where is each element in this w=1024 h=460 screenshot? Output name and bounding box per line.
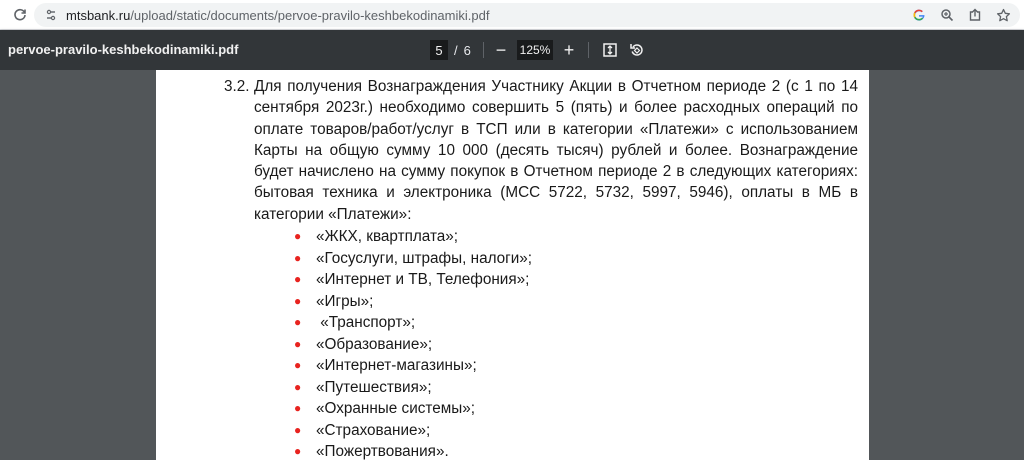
bullet-icon: ●	[294, 336, 302, 351]
browser-address-bar	[0, 0, 1024, 30]
list-item-text: «Госуслуги, штрафы, налоги»;	[316, 249, 533, 267]
zoom-out-button[interactable]	[491, 40, 511, 60]
list-item-text: «Игры»;	[316, 292, 374, 310]
share-icon[interactable]	[966, 6, 984, 24]
list-item	[292, 441, 860, 460]
list-item-text: «Транспорт»;	[316, 314, 416, 332]
url-field[interactable]	[34, 3, 1020, 27]
total-pages: 6	[463, 42, 471, 58]
list-item	[292, 334, 860, 356]
bullet-icon: ●	[294, 229, 302, 244]
pdf-title: pervoe-pravilo-keshbekodinamiki.pdf	[8, 42, 239, 57]
pdf-toolbar	[0, 30, 1024, 70]
list-item	[292, 377, 860, 399]
list-item	[292, 291, 860, 313]
clause-3-2	[224, 76, 860, 225]
bullet-icon: ●	[294, 379, 302, 394]
list-item-text: «Пожертвования».	[316, 443, 449, 460]
fit-to-page-button[interactable]	[600, 40, 620, 60]
toolbar-divider	[483, 42, 484, 58]
list-item	[292, 398, 860, 420]
bullet-icon: ●	[294, 444, 302, 459]
bullet-icon: ●	[294, 272, 302, 287]
zoom-level-input[interactable]: 125%	[517, 40, 553, 60]
list-item	[292, 269, 860, 291]
google-icon[interactable]	[910, 6, 928, 24]
list-item	[292, 226, 860, 248]
list-item	[292, 248, 860, 270]
bullet-icon: ●	[294, 401, 302, 416]
document-viewport[interactable]	[0, 70, 1024, 460]
bullet-icon: ●	[294, 250, 302, 265]
url-path: /upload/static/documents/pervoe-pravilo-keshbekodinamiki.pdf	[130, 7, 490, 23]
document-content	[224, 76, 860, 460]
list-item-text: «Интернет и ТВ, Телефония»;	[316, 271, 530, 289]
list-item-text: «Путешествия»;	[316, 378, 432, 396]
url-host: mtsbank.ru	[66, 7, 131, 23]
clause-text: Для получения Вознаграждения Участнику Акции в Отчетном периоде 2 (с 1 по 14 сентября 2023г.) необходимо совершить 5 (пять) и более расходных операций по оплате товаров/работ/услуг в ТСП или в категории «Платежи» с использованием Карты на общую сумму 10 000 (десять тысяч) рублей и более. Вознаграждение будет начислено на сумму покупок в Отчетном периоде 2 в следующих категориях: бытовая техника и электроника (МСС 5722, 5732, 5997, 5946), оплаты в МБ в категории «Платежи»:	[254, 78, 858, 223]
zoom-icon[interactable]	[938, 6, 956, 24]
list-item-text: «Образование»;	[316, 335, 433, 353]
page-separator: /	[454, 42, 458, 58]
bullet-icon: ●	[294, 315, 302, 330]
zoom-out-icon: −	[495, 39, 507, 60]
url-text	[66, 8, 489, 23]
url-actions	[910, 3, 1012, 27]
category-list	[292, 226, 860, 460]
toolbar-divider	[588, 42, 589, 58]
list-item	[292, 312, 860, 334]
list-item-text: «Страхование»;	[316, 421, 431, 439]
list-item	[292, 355, 860, 377]
bullet-icon: ●	[294, 293, 302, 308]
bullet-icon: ●	[294, 422, 302, 437]
page-selector	[430, 40, 471, 60]
zoom-in-button[interactable]	[559, 40, 579, 60]
rotate-icon	[629, 42, 645, 58]
fit-to-page-icon	[602, 42, 618, 58]
pdf-page	[156, 70, 869, 460]
list-item	[292, 420, 860, 442]
rotate-button[interactable]	[627, 40, 647, 60]
bullet-icon: ●	[294, 358, 302, 373]
list-item-text: «Охранные системы»;	[316, 400, 475, 418]
site-info-icon[interactable]	[44, 8, 58, 22]
list-item-text: «Интернет-магазины»;	[316, 357, 477, 375]
bookmark-star-icon[interactable]	[994, 6, 1012, 24]
clause-number: 3.2.	[224, 78, 250, 95]
page-number-input[interactable]	[430, 40, 448, 60]
zoom-in-icon: +	[563, 39, 575, 60]
list-item-text: «ЖКХ, квартплата»;	[316, 228, 459, 246]
reload-icon[interactable]	[11, 6, 29, 24]
